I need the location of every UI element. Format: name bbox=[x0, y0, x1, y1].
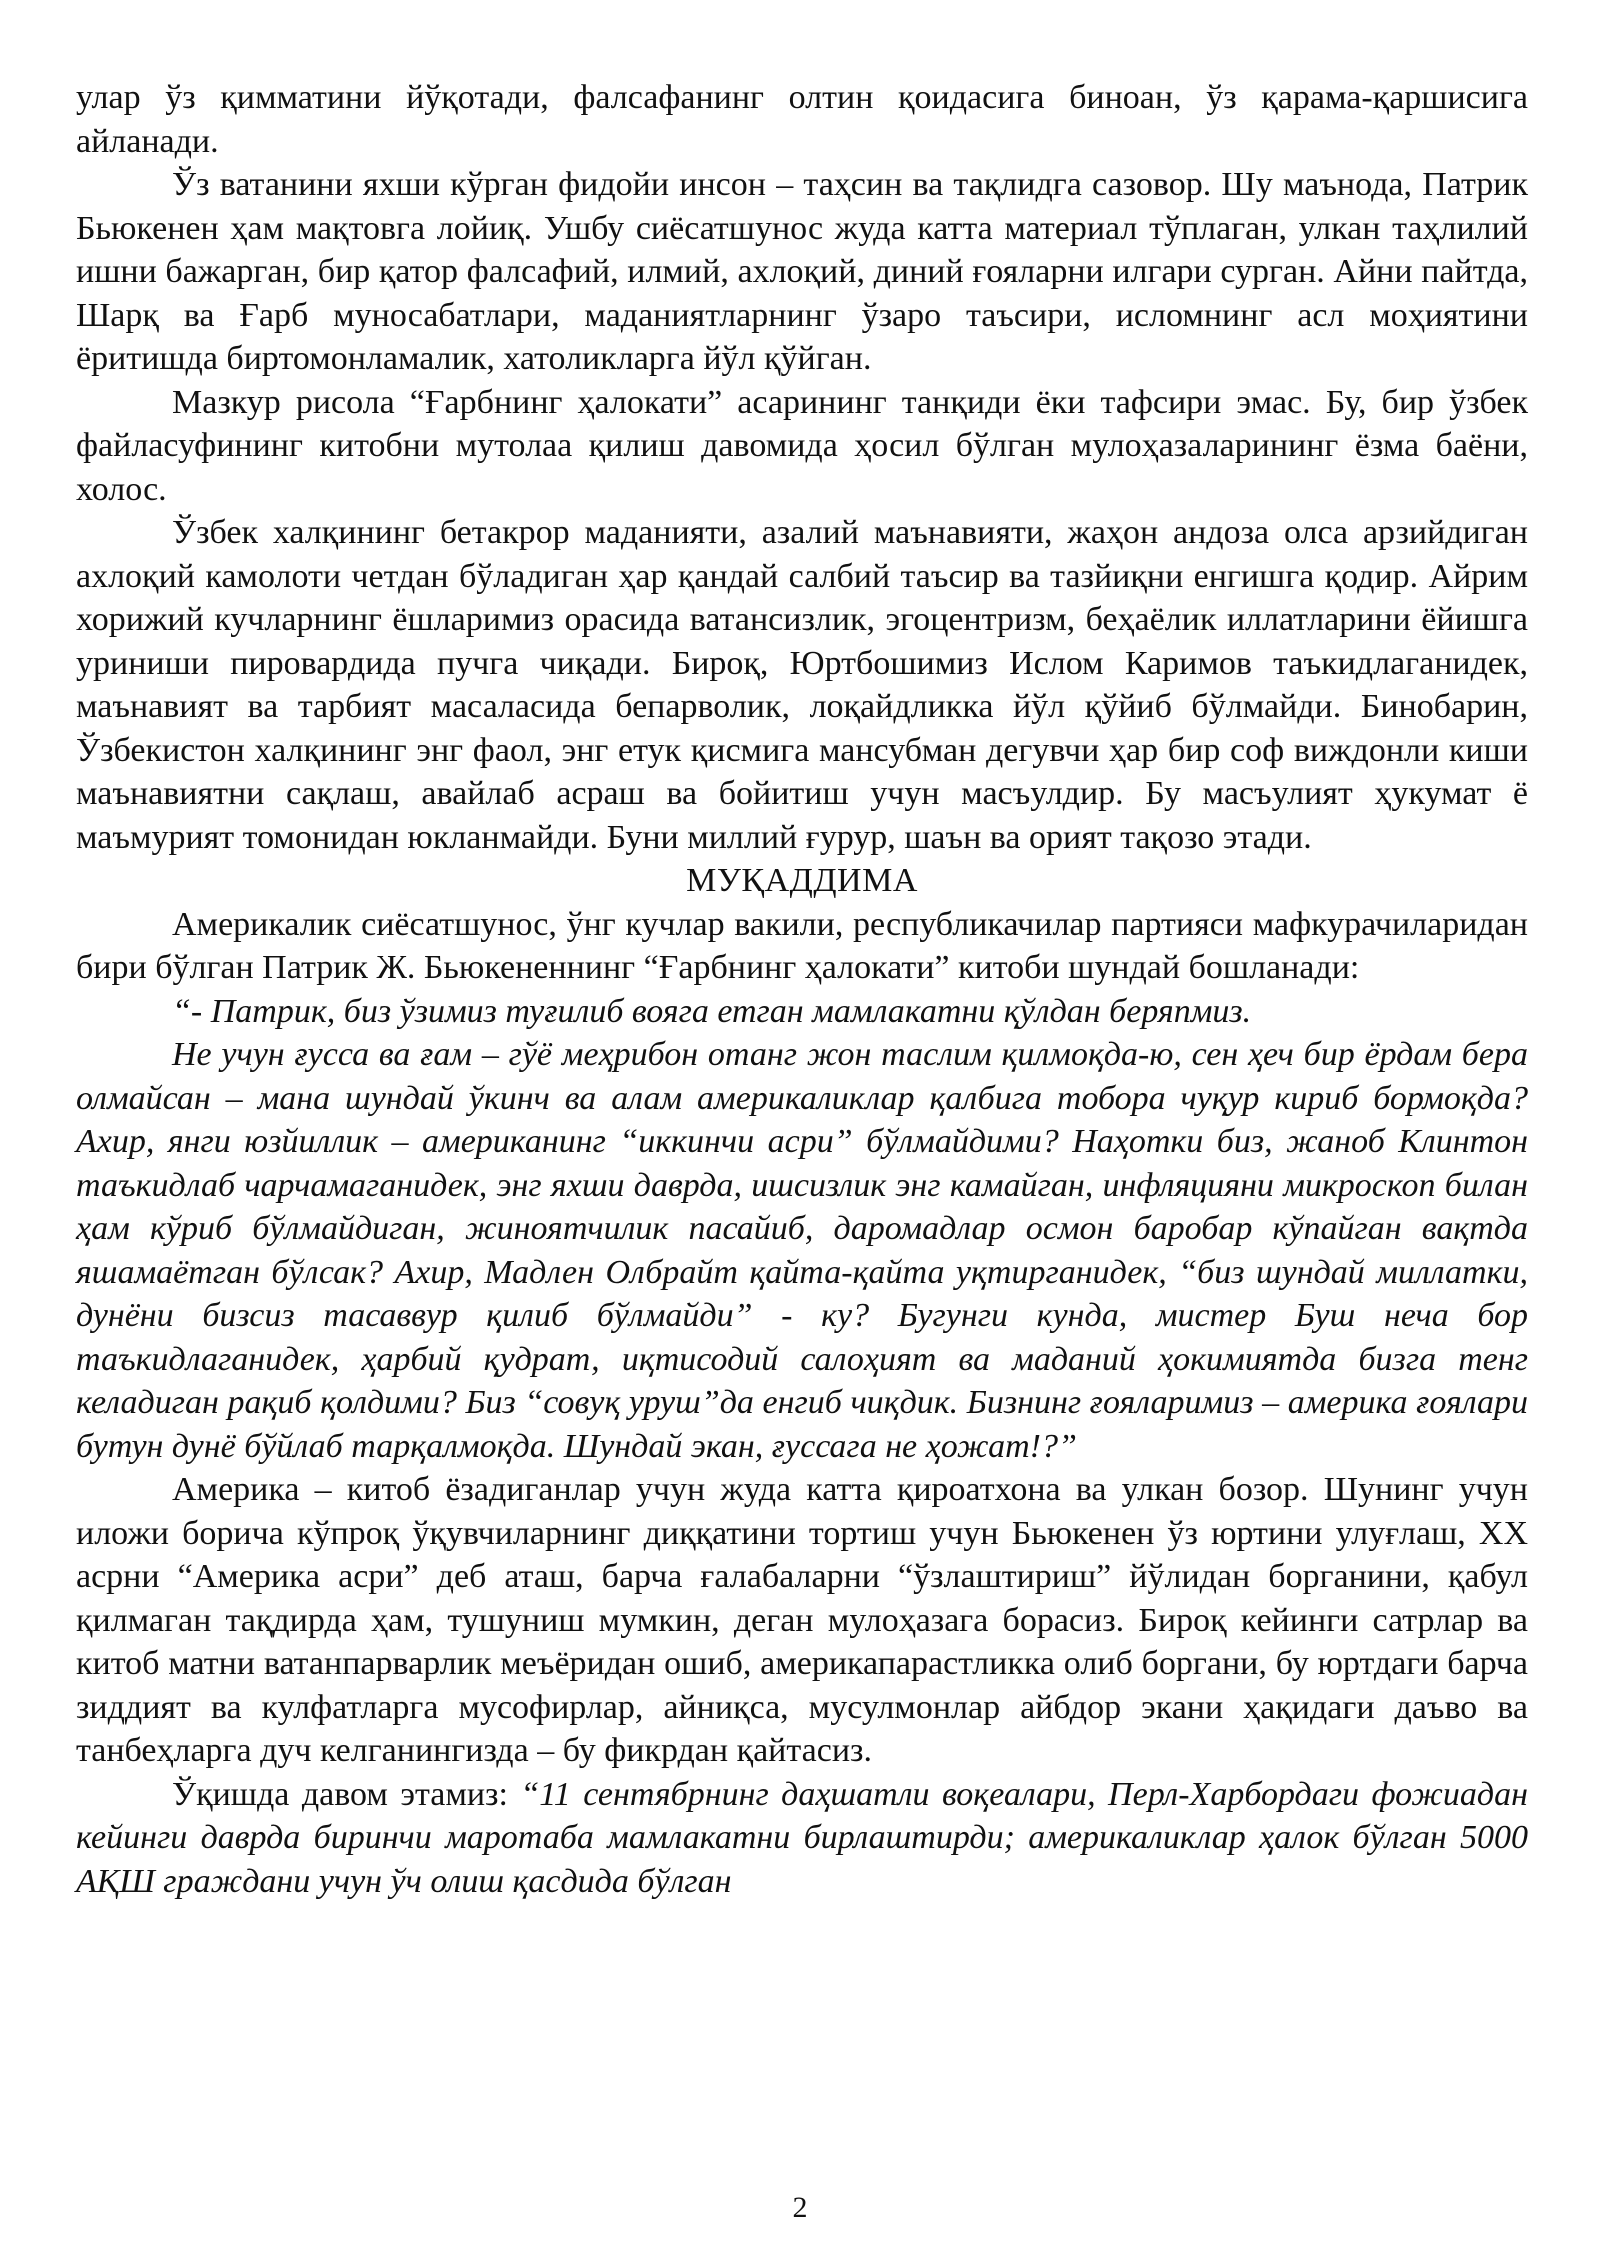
quote-line-1: “- Патрик, биз ўзимиз туғилиб вояга етган мамлакатни қўлдан беряпмиз. bbox=[172, 992, 1252, 1030]
paragraph-continue-reading bbox=[76, 1773, 1528, 1904]
paragraph-patriotism: Ўз ватанини яхши кўрган фидойи инсон – таҳсин ва тақлидга сазовор. Шу маънода, Патрик Бьюкенен ҳам мақтовга лойиқ. Ушбу сиёсатшунос жуда катта материал тўплаган, улкан таҳлилий ишни бажарган, бир қатор фалсафий, илмий, ахлоқий, диний ғояларни илгари сурган. Айни пайтда, Шарқ ва Ғарб муносабатлари, маданиятларнинг ўзаро таъсири, исломнинг асл моҳиятини ёритишда биртомонламалик, хатоликларга йўл қўйган. bbox=[76, 166, 1528, 377]
paragraph-intro: Америкалик сиёсатшунос, ўнг кучлар вакили, республикачилар партияси мафкурачиларидан бири бўлган Патрик Ж. Бьюкененнинг “Ғарбнинг ҳалокати” китоби шундай бошланади: bbox=[76, 905, 1528, 986]
continue-reading-quote: “11 сентябрнинг даҳшатли воқеалари, Перл-Харбордаги фожиадан кейинги даврда биринчи маротаба мамлакатни бирлаштирди; америкаликлар ҳалок бўлган 5000 АҚШ граждани учун ўч олиш қасдида бўлган bbox=[76, 1775, 1528, 1900]
paragraph-uzbek-culture: Ўзбек халқининг бетакрор маданияти, азалий маънавияти, жаҳон андоза олса арзийдиган ахлоқий камолоти четдан бўладиган ҳар қандай салбий таъсир ва тазйиқни енгишга қодир. Айрим хорижий кучларнинг ёшларимиз орасида ватансизлик, эгоцентризм, беҳаёлик иллатларини ёйишга уриниши пировардида пучга чиқади. Бироқ, Юртбошимиз Ислом Каримов таъкидлаганидек, маънавият ва тарбият масаласида бепарволик, лоқайдликка йўл қўйиб бўлмайди. Бинобарин, Ўзбекистон халқининг энг фаол, энг етук қисмига мансубман дегувчи ҳар бир соф виждонли киши маънавиятни сақлаш, авайлаб асраш ва бойитиш учун масъулдир. Бу масъулият ҳукумат ё маъмурият томонидан юкланмайди. Буни миллий ғурур, шаън ва орият тақозо этади. bbox=[76, 514, 1528, 856]
page-number: 2 bbox=[792, 2191, 808, 2224]
paragraph-america: Америка – китоб ёзадиганлар учун жуда катта қироатхона ва улкан бозор. Шунинг учун иложи борича кўпроқ ўқувчиларнинг диққатини тортиш учун Бьюкенен ўз юртини улуғлаш, XX асрни “Америка асри” деб аташ, барча ғалабаларни “ўзлаштириш” йўлидан борганини, қабул қилмаган тақдирда ҳам, тушуниш мумкин, деган мулоҳазага борасиз. Бироқ кейинги сатрлар ва китоб матни ватанпарварлик меъёридан ошиб, америкапарастликка олиб боргани, бу юртдаги барча зиддият ва кулфатларга мусофирлар, айниқса, мусулмонлар айбдор экани ҳақидаги даъво ва танбеҳларга дуч келганингизда – бу фикрдан қайтасиз. bbox=[76, 1471, 1528, 1769]
continue-reading-lead: Ўқишда давом этамиз: bbox=[172, 1775, 521, 1813]
paragraph-treatise: Мазкур рисола “Ғарбнинг ҳалокати” асарининг танқиди ёки тафсири эмас. Бу, бир ўзбек файласуфининг китобни мутолаа қилиш давомида ҳосил бўлган мулоҳазаларининг ёзма баёни, холос. bbox=[76, 383, 1528, 508]
quote-paragraph: Не учун ғусса ва ғам – гўё меҳрибон отанг жон таслим қилмоқда-ю, сен ҳеч бир ёрдам бера олмайсан – мана шундай ўкинч ва алам америкаликлар қалбига тобора чуқур кириб бормоқда? Ахир, янги юзйиллик – американинг “иккинчи асри” бўлмайдими? Наҳотки биз, жаноб Клинтон таъкидлаб чарчамаганидек, энг яхши даврда, ишсизлик энг камайган, инфляцияни микроскоп билан ҳам кўриб бўлмайдиган, жиноятчилик пасайиб, даромадлар осмон баробар кўпайган вақтда яшамаётган бўлсак? Ахир, Мадлен Олбрайт қайта-қайта уқтирганидек, “биз шундай миллатки, дунёни бизсиз тасаввур қилиб бўлмайди” - ку? Бугунги кунда, мистер Буш неча бор таъкидлаганидек, ҳарбий қудрат, иқтисодий салоҳият ва маданий ҳокимиятда бизга тенг келадиган рақиб қолдими? Биз “совуқ уруш”да енгиб чиқдик. Бизнинг ғояларимиз – америка ғоялари бутун дунё бўйлаб тарқалмоқда. Шундай экан, ғуссага не ҳожат!?” bbox=[76, 1036, 1528, 1465]
paragraph-continuation: улар ўз қимматини йўқотади, фалсафанинг олтин қоидасига биноан, ўз қарама-қаршисига айланади. bbox=[76, 79, 1528, 160]
section-heading: МУҚАДДИМА bbox=[686, 862, 918, 899]
